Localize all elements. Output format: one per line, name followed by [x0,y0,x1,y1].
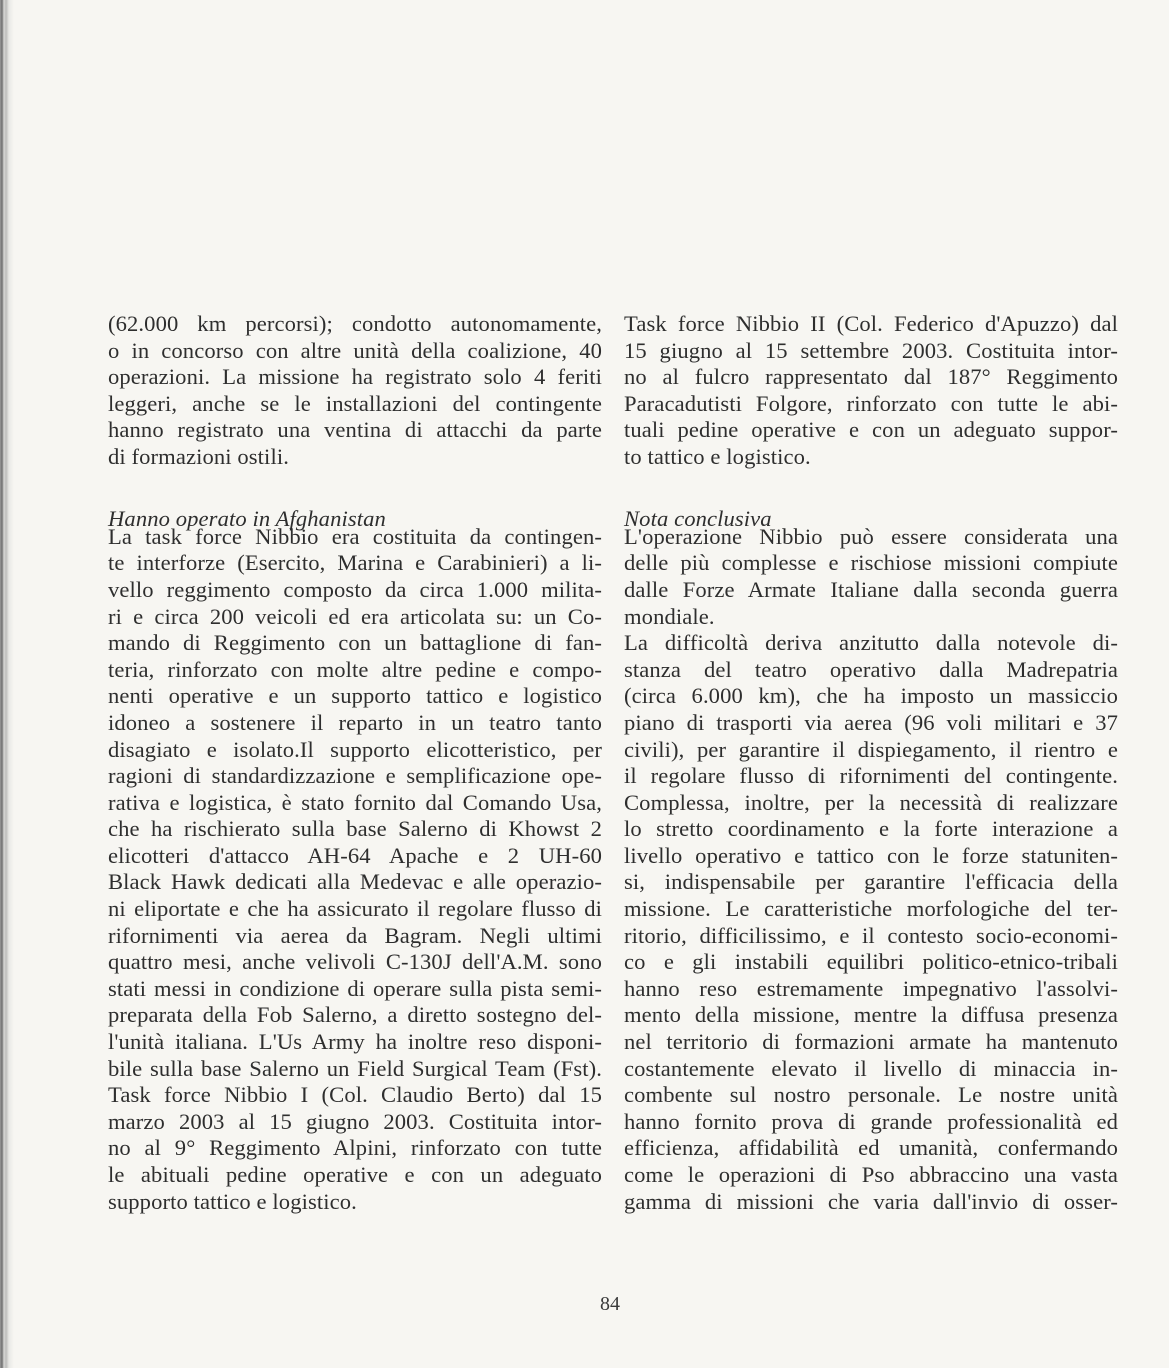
text-line: rifornimenti via aerea da Bagram. Negli ultimi [108,922,602,948]
text-line: di formazioni ostili. [108,443,289,469]
section-heading-afghanistan: Hanno operato in Afghanistan [108,506,386,532]
text-line: La task force Nibbio era costituita da contingen- [108,523,602,549]
text-line: gamma di missioni che varia dall'invio di osser- [624,1188,1118,1214]
text-line: teria, rinforzato con molte altre pedine e compo- [108,656,602,682]
text-line: supporto tattico e logistico. [108,1188,357,1214]
text-line: dalle Forze Armate Italiane dalla seconda guerra [624,576,1118,602]
left-column [108,311,602,1215]
text-line: lo stretto coordinamento e la forte interazione a [624,816,1118,842]
text-line: operazioni. La missione ha registrato solo 4 feriti [108,364,602,390]
left-paragraph-2 [108,524,602,1215]
text-line: ri e circa 200 veicoli ed era articolata su: un Co- [108,603,602,629]
left-paragraph-1 [108,311,602,471]
right-paragraph-3 [624,630,1118,1215]
text-line: co e gli instabili equilibri politico-etnico-tribali [624,949,1118,975]
text-line: stati messi in condizione di operare sulla pista semi- [108,975,602,1001]
text-line: ritorio, difficilissimo, e il contesto socio-economi- [624,922,1118,948]
text-line: hanno fornito prova di grande professionalità ed [624,1108,1118,1134]
text-line: mondiale. [624,603,715,629]
text-line: ragioni di standardizzazione e semplificazione ope- [108,763,602,789]
section-heading-nota-conclusiva: Nota conclusiva [624,506,772,532]
book-binding-edge [0,0,14,1368]
text-line: bile sulla base Salerno un Field Surgical Team (Fst). [108,1055,602,1081]
text-line: le abituali pedine operative e con un adeguato [108,1162,602,1187]
text-line: no al 9° Reggimento Alpini, rinforzato con tutte [108,1135,602,1161]
text-line: Task force Nibbio I (Col. Claudio Berto) dal 15 [108,1082,602,1108]
text-line: piano di trasporti via aerea (96 voli militari e 37 [624,709,1118,735]
text-line: marzo 2003 al 15 giugno 2003. Costituita intor- [108,1108,602,1134]
text-line: civili), per garantire il dispiegamento, il rientro e [624,736,1118,762]
text-line: Task force Nibbio II (Col. Federico d'Apuzzo) dal [624,311,1118,336]
text-line: elicotteri d'attacco AH-64 Apache e 2 UH-60 [108,842,602,868]
text-line: disagiato e isolato.Il supporto elicotteristico, per [108,736,602,762]
text-line: stanza del teatro operativo dalla Madrepatria [624,656,1118,682]
text-line: efficienza, affidabilità ed umanità, confermando [624,1135,1118,1161]
text-line: no al fulcro rappresentato dal 187° Reggimento [624,364,1118,390]
text-line: delle più complesse e rischiose missioni compiute [624,550,1118,576]
paragraph-spacer [624,471,1118,498]
text-line: che ha rischierato sulla base Salerno di Khowst 2 [108,816,602,842]
text-line: leggeri, anche se le installazioni del contingente [108,390,602,416]
text-line: quattro mesi, anche velivoli C-130J dell'A.M. sono [108,949,602,975]
text-line: nenti operative e un supporto tattico e logistico [108,683,602,709]
text-line: hanno registrato una ventina di attacchi da parte [108,417,602,443]
paragraph-spacer [108,471,602,498]
right-paragraph-2 [624,524,1118,630]
text-line: Complessa, inoltre, per la necessità di realizzare [624,789,1118,815]
text-line: idoneo a sostenere il reparto in un teatro tanto [108,709,602,735]
text-line: (circa 6.000 km), che ha imposto un massiccio [624,683,1118,709]
text-line: rativa e logistica, è stato fornito dal Comando Usa, [108,789,602,815]
right-column [624,311,1118,1215]
text-line: Paracadutisti Folgore, rinforzato con tutte le abi- [624,390,1118,416]
text-line: preparata della Fob Salerno, a diretto sostegno del- [108,1002,602,1028]
text-line: mando di Reggimento con un battaglione di fan- [108,630,602,656]
right-paragraph-1 [624,311,1118,471]
text-line: tuali pedine operative e con un adeguato suppor- [624,417,1118,443]
text-line: ni eliportate e che ha assicurato il regolare flusso di [108,896,602,922]
text-line: te interforze (Esercito, Marina e Carabinieri) a li- [108,550,602,576]
text-line: L'operazione Nibbio può essere considerata una [624,523,1118,549]
text-line: Black Hawk dedicati alla Medevac e alle operazio- [108,869,602,895]
text-line: nel territorio di formazioni armate ha mantenuto [624,1029,1118,1055]
text-line: livello operativo e tattico con le forze statuniten- [624,842,1118,868]
text-line: vello reggimento composto da circa 1.000 milita- [108,576,602,602]
text-line: (62.000 km percorsi); condotto autonomamente, [108,311,602,336]
page-number: 84 [600,1293,620,1315]
text-line: mento della missione, mentre la diffusa presenza [624,1002,1118,1028]
text-line: combente sul nostro personale. Le nostre unità [624,1082,1118,1108]
text-line: o in concorso con altre unità della coalizione, 40 [108,337,602,363]
text-line: come le operazioni di Pso abbraccino una vasta [624,1162,1118,1187]
text-line: si, indispensabile per garantire l'efficacia della [624,869,1118,895]
text-line: La difficoltà deriva anzitutto dalla notevole di- [624,630,1118,656]
text-line: l'unità italiana. L'Us Army ha inoltre reso disponi- [108,1029,602,1055]
text-line: missione. Le caratteristiche morfologiche del ter- [624,896,1118,922]
text-line: hanno reso estremamente impegnativo l'assolvi- [624,975,1118,1001]
text-line: 15 giugno al 15 settembre 2003. Costituita intor- [624,337,1118,363]
text-line: costantemente elevato il livello di minaccia in- [624,1055,1118,1081]
text-line: il regolare flusso di rifornimenti del contingente. [624,763,1118,789]
text-line: to tattico e logistico. [624,443,811,469]
